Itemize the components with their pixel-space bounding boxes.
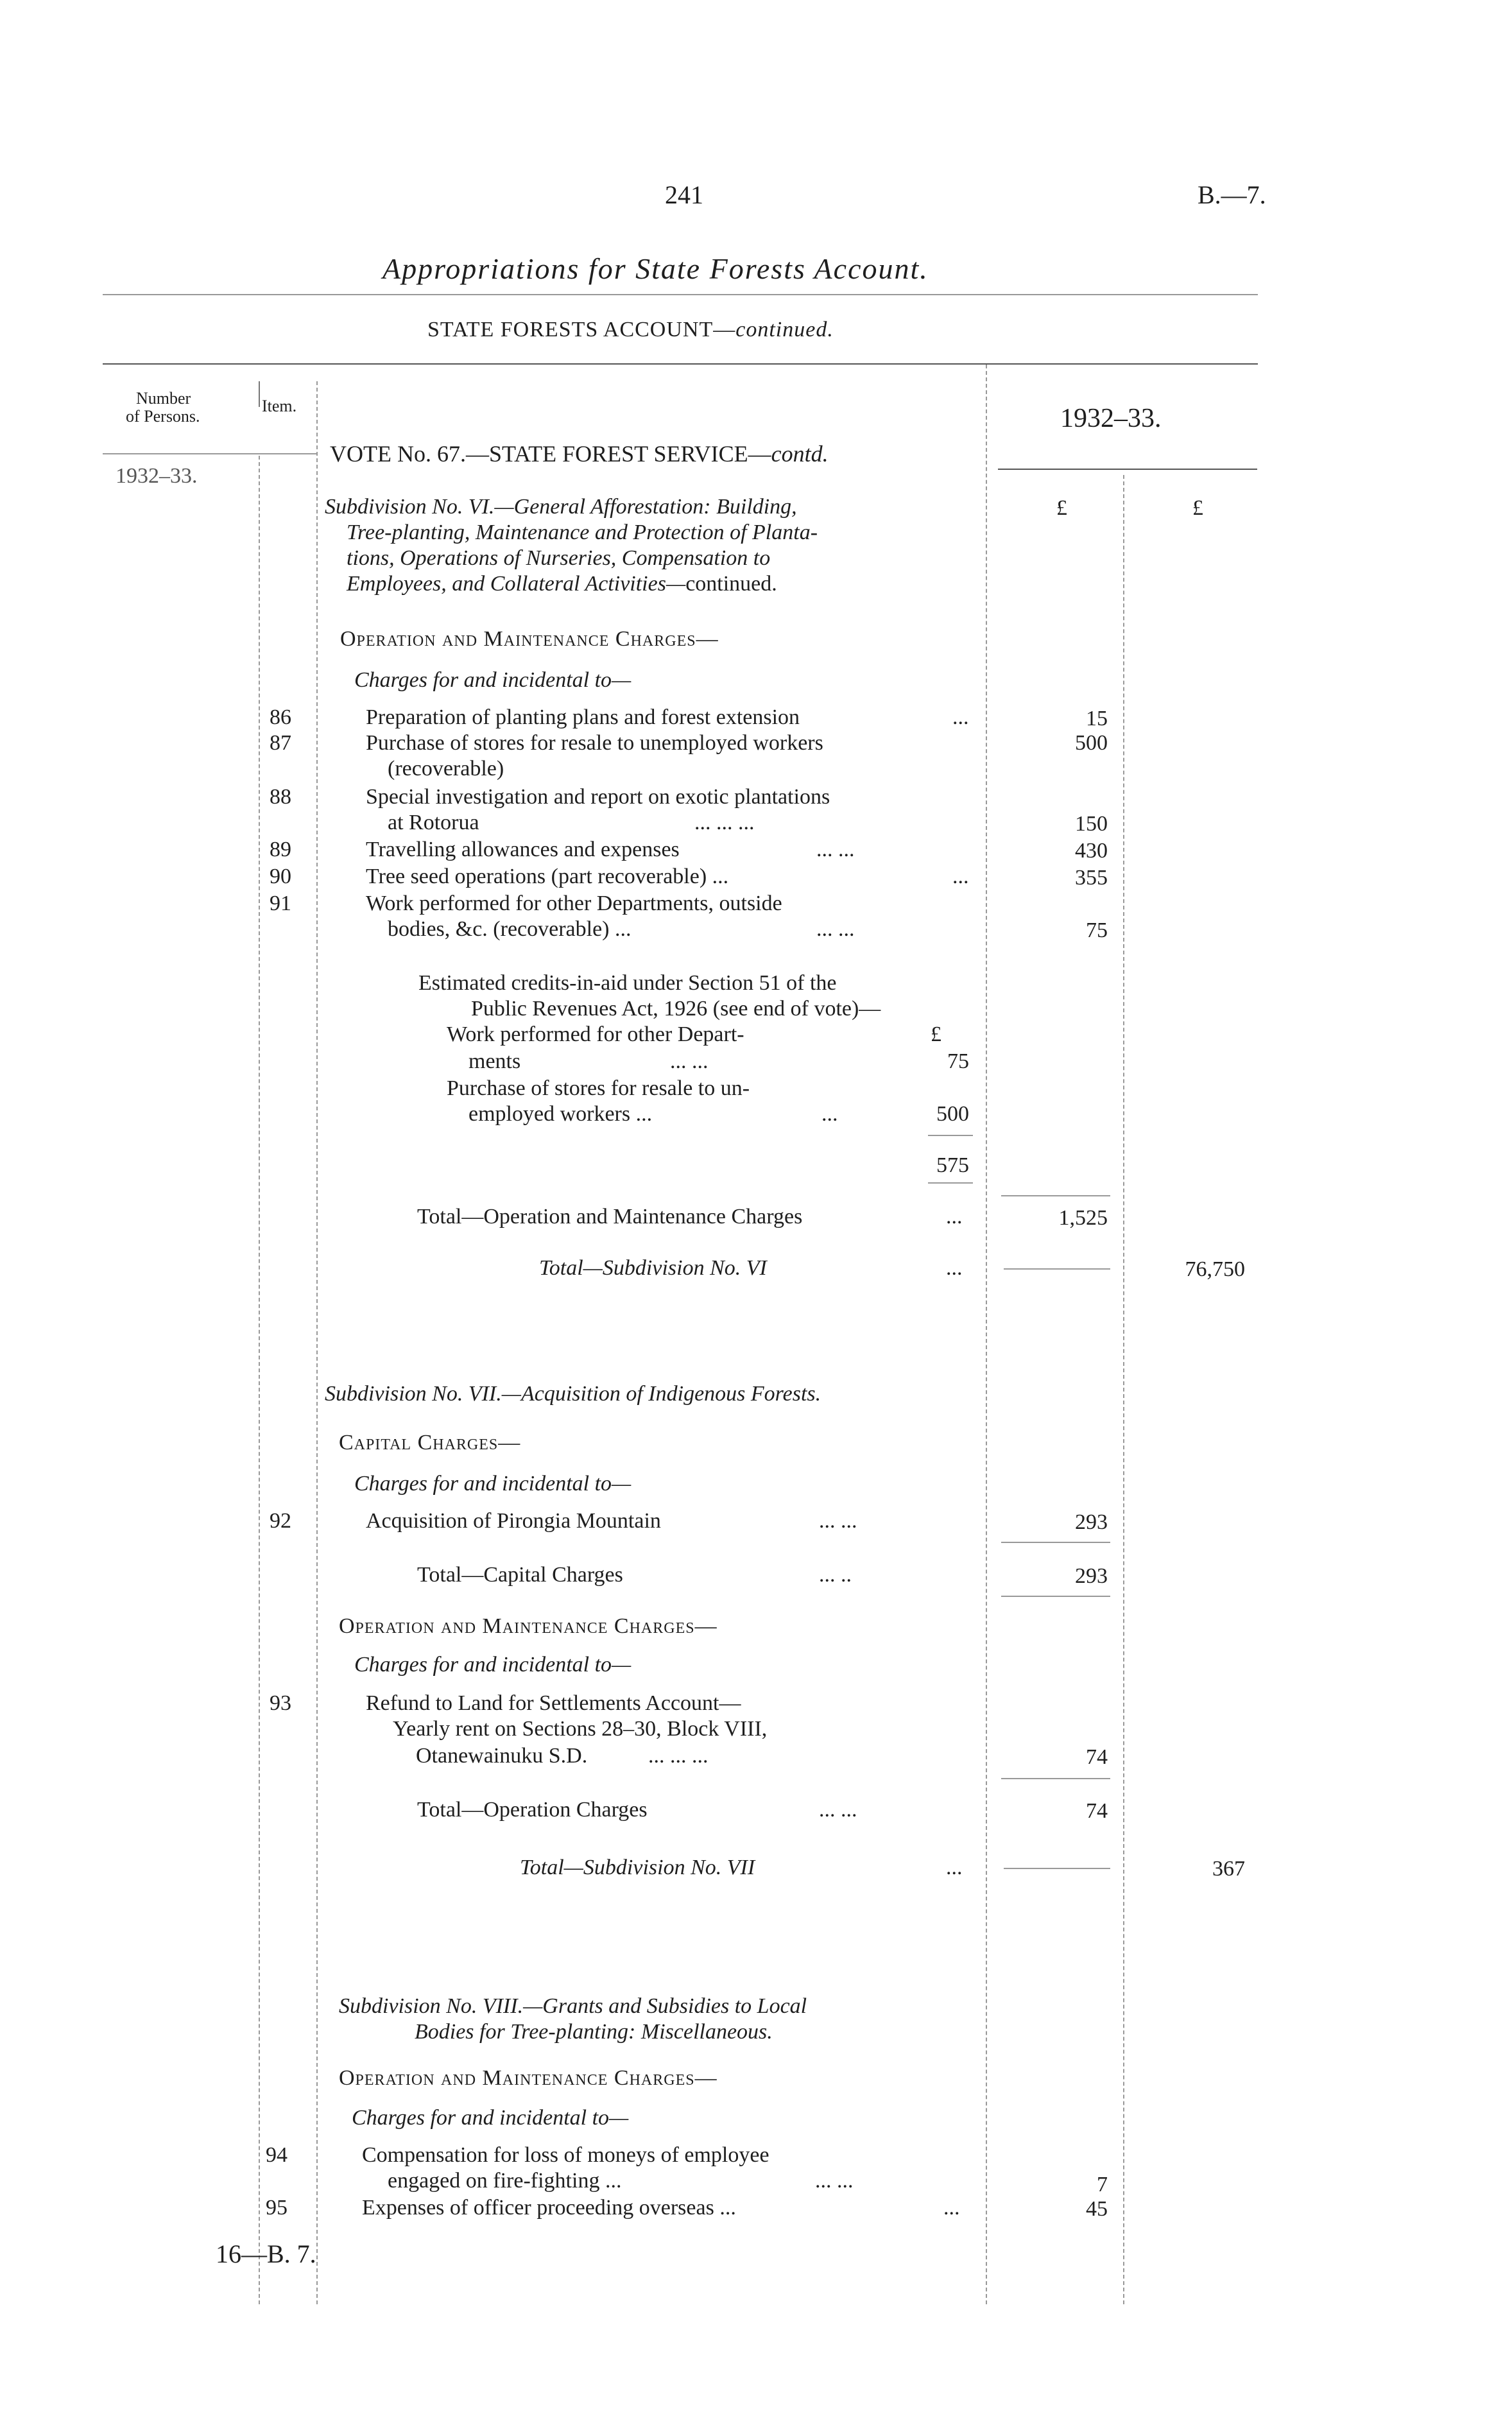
subdiv6-total-label: Total—Subdivision No. VI [539, 1256, 767, 1280]
item-amount: 150 [1075, 812, 1108, 836]
item-dots: ... [952, 865, 969, 888]
subdiv6-heading-continued: continued. [685, 572, 777, 596]
subdiv6-heading-line1: Subdivision No. VI.—General Afforestation: Building, [325, 495, 797, 519]
subdiv8-om-sub: Charges for and incidental to— [352, 2106, 629, 2130]
vote-title [330, 440, 829, 467]
account-title-text: STATE FORESTS ACCOUNT— [427, 318, 736, 341]
item-dots: ... ... ... [694, 811, 755, 834]
subdiv6-total-amount: 76,750 [1185, 1257, 1245, 1281]
amount-rule [1001, 1778, 1110, 1779]
item-amount: 45 [1086, 2197, 1108, 2221]
item-number: 92 [270, 1509, 291, 1533]
item-header: Item. [262, 397, 297, 415]
subdiv6-heading-line4: Employees, and Collateral Activities— [347, 572, 686, 596]
pound-symbol-2: £ [1192, 496, 1203, 520]
text-amount-rule [986, 365, 987, 2304]
subdiv6-dash-rule [1004, 1268, 1110, 1270]
item-dots: ... ... ... [648, 1744, 709, 1768]
persons-item-rule [259, 381, 260, 407]
item-label-line2: engaged on fire-fighting ... [388, 2169, 622, 2193]
credits-work-amount: 75 [947, 1049, 969, 1073]
item-number: 93 [270, 1691, 291, 1715]
subdiv8-om-header: Operation and Maintenance Charges— [339, 2066, 717, 2090]
credits-work-line1: Work performed for other Depart- [447, 1022, 744, 1046]
item-number: 95 [266, 2196, 288, 2220]
item-number: 91 [270, 892, 291, 915]
subdiv7-om-sub: Charges for and incidental to— [354, 1653, 631, 1677]
op-total-amount: 74 [1086, 1799, 1108, 1823]
amount-rule [1001, 1596, 1110, 1597]
account-title-continued: continued. [735, 318, 834, 341]
item-label: Acquisition of Pirongia Mountain [366, 1509, 661, 1533]
capital-total-label: Total—Capital Charges [417, 1563, 623, 1587]
subdiv7-dash-rule [1004, 1868, 1110, 1869]
year-header-rule [998, 469, 1257, 470]
credits-rule-bottom [928, 1182, 973, 1184]
item-number: 94 [266, 2143, 288, 2167]
vote-title-text: VOTE No. 67.—STATE FOREST SERVICE— [330, 441, 771, 467]
pound-symbol-1: £ [1056, 496, 1067, 520]
item-label-line2: at Rotorua [388, 811, 479, 834]
item-amount: 15 [1086, 707, 1108, 730]
capital-total-dots: ... .. [819, 1563, 852, 1587]
capital-total-amount: 293 [1075, 1564, 1108, 1588]
item-label: Travelling allowances and expenses [366, 838, 680, 861]
item-amount: 355 [1075, 866, 1108, 890]
subdiv7-total-dots: ... [946, 1856, 963, 1879]
table-top-rule [103, 363, 1258, 365]
item-amount: 75 [1086, 918, 1108, 942]
item-amount: 7 [1097, 2173, 1108, 2196]
credits-pound: £ [931, 1022, 941, 1046]
item-dots: ... ... [815, 2169, 854, 2193]
persons-header-rule [103, 453, 316, 454]
subdiv8-heading-line2: Bodies for Tree-planting: Miscellaneous. [415, 2020, 773, 2044]
item-label: Tree seed operations (part recoverable) ... [366, 865, 729, 888]
account-title [427, 317, 834, 343]
number-of-persons-header: Number [136, 389, 191, 408]
item-dots: ... [943, 2196, 960, 2220]
item-label: Special investigation and report on exotic plantations [366, 785, 830, 809]
amount-amount-rule [1123, 475, 1124, 2304]
credits-purchase-line1: Purchase of stores for resale to un- [447, 1076, 750, 1100]
om-total-amount: 1,525 [1058, 1206, 1108, 1230]
subdiv7-capital-header: Capital Charges— [339, 1431, 521, 1454]
item-amount: 500 [1075, 731, 1108, 755]
item-number: 86 [270, 705, 291, 729]
item-dots: ... ... [816, 917, 855, 941]
subdiv6-heading-line2: Tree-planting, Maintenance and Protection of Planta- [347, 521, 818, 544]
om-total-dots: ... [946, 1205, 963, 1229]
om-total-label: Total—Operation and Maintenance Charges [417, 1205, 803, 1229]
subdiv7-total-label: Total—Subdivision No. VII [520, 1856, 755, 1879]
subdiv6-heading-line3: tions, Operations of Nurseries, Compensation to [347, 546, 771, 570]
item-label-line2: bodies, &c. (recoverable) ... [388, 917, 631, 941]
item-label: Preparation of planting plans and forest extension [366, 705, 800, 729]
persons-year: 1932–33. [116, 464, 198, 488]
amount-rule [1001, 1542, 1110, 1543]
item-number: 89 [270, 838, 291, 861]
page-number: 241 [665, 180, 703, 209]
signature-mark: 16—B. 7. [216, 2239, 316, 2268]
subdiv6-heading [325, 494, 979, 597]
page-title: Appropriations for State Forests Account. [382, 252, 929, 285]
subdiv7-heading: Subdivision No. VII.—Acquisition of Indigenous Forests. [325, 1382, 821, 1406]
item-dots: ... ... [816, 838, 855, 861]
item-label-line3: Otanewainuku S.D. [416, 1744, 588, 1768]
op-total-dots: ... ... [819, 1798, 857, 1822]
item-label: Expenses of officer proceeding overseas ... [362, 2196, 736, 2220]
item-amount: 74 [1086, 1745, 1108, 1769]
item-label: Work performed for other Departments, outside [366, 892, 782, 915]
item-amount: 430 [1075, 839, 1108, 863]
item-dots: ... ... [819, 1509, 857, 1533]
credits-line2: Public Revenues Act, 1926 (see end of vote)— [471, 997, 881, 1021]
credits-line1: Estimated credits-in-aid under Section 51 of the [418, 971, 837, 995]
subdiv6-charges-sub: Charges for and incidental to— [354, 668, 631, 692]
item-label: Purchase of stores for resale to unemployed workers [366, 731, 823, 755]
document-ref: B.—7. [1198, 180, 1266, 209]
op-total-label: Total—Operation Charges [417, 1798, 648, 1822]
item-number: 87 [270, 731, 291, 755]
item-dots: ... [952, 705, 969, 729]
subdiv7-capital-sub: Charges for and incidental to— [354, 1472, 631, 1496]
item-text-rule [316, 381, 318, 2304]
credits-work-dots: ... ... [670, 1049, 709, 1073]
item-label: Compensation for loss of moneys of employee [362, 2143, 769, 2167]
item-number: 88 [270, 785, 291, 809]
persons-item-rule-lower [259, 456, 260, 2304]
subdiv7-total-amount: 367 [1212, 1857, 1245, 1881]
credits-work-line2: ments [468, 1049, 521, 1073]
credits-purchase-amount: 500 [936, 1102, 969, 1126]
subdiv7-om-header: Operation and Maintenance Charges— [339, 1614, 717, 1638]
item-label: Refund to Land for Settlements Account— [366, 1691, 741, 1715]
year-header: 1932–33. [1060, 404, 1162, 433]
credits-rule [928, 1135, 973, 1136]
subdiv8-heading-line1: Subdivision No. VIII.—Grants and Subsidies to Local [339, 1994, 807, 2018]
item-number: 90 [270, 865, 291, 888]
number-of-persons-header-2: of Persons. [126, 407, 200, 426]
item-amount: 293 [1075, 1510, 1108, 1534]
item-label-line2: (recoverable) [388, 757, 504, 780]
credits-purchase-dots: ... [821, 1102, 838, 1126]
credits-purchase-line2: employed workers ... [468, 1102, 653, 1126]
vote-title-contd: contd. [771, 441, 829, 467]
subdiv6-total-dots: ... [946, 1256, 963, 1280]
item-label-line2: Yearly rent on Sections 28–30, Block VIII, [393, 1717, 768, 1741]
amount-rule [1001, 1195, 1110, 1196]
credits-total: 575 [936, 1153, 969, 1177]
subdiv6-charges-header: Operation and Maintenance Charges— [340, 627, 719, 651]
title-rule [103, 294, 1258, 295]
